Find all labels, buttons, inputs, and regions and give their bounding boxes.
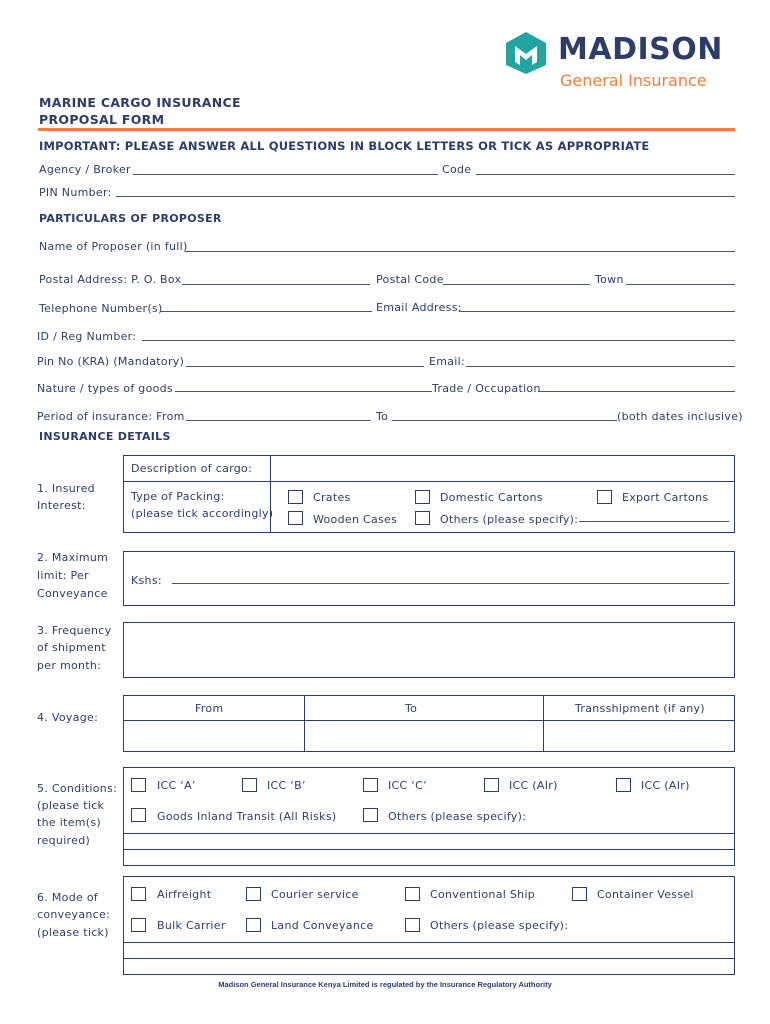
postal-address-label: Postal Address: P. O. Box: [39, 273, 182, 286]
q3-label-line3: per month:: [37, 659, 102, 672]
q2-label-line3: Conveyance: [37, 587, 108, 600]
code-field[interactable]: [476, 174, 735, 175]
icc-b-checkbox[interactable]: [242, 778, 257, 792]
export-cartons-checkbox[interactable]: [597, 490, 612, 504]
q5-label-line4: required): [37, 834, 91, 847]
courier-checkbox[interactable]: [246, 887, 261, 901]
crates-checkbox[interactable]: [288, 490, 303, 504]
land-conveyance-label: Land Conveyance: [271, 919, 374, 932]
both-dates-note: (both dates inclusive): [617, 410, 743, 423]
packing-label-line1: Type of Packing:: [131, 490, 225, 503]
courier-label: Courier service: [271, 888, 359, 901]
q3-label-line1: 3. Frequency: [37, 624, 112, 637]
voyage-from-header: From: [195, 702, 224, 715]
proposer-name-field[interactable]: [185, 251, 735, 252]
q2-box: [123, 551, 735, 606]
postal-code-field[interactable]: [443, 284, 590, 285]
voyage-transshipment-field[interactable]: [545, 722, 733, 750]
town-field[interactable]: [626, 284, 735, 285]
bulk-carrier-checkbox[interactable]: [131, 918, 146, 932]
pin-kra-field[interactable]: [186, 366, 424, 367]
trade-field[interactable]: [538, 391, 735, 392]
voyage-from-field[interactable]: [125, 722, 303, 750]
container-vessel-checkbox[interactable]: [572, 887, 587, 901]
important-note: IMPORTANT: PLEASE ANSWER ALL QUESTIONS IN BLOCK LETTERS OR TICK AS APPROPRIATE: [39, 139, 650, 153]
q6-label-line3: (please tick): [37, 926, 109, 939]
q4-label: 4. Voyage:: [37, 711, 99, 724]
email-address-label: Email Address:: [376, 301, 462, 314]
conveyance-others-field[interactable]: [125, 944, 733, 957]
q1-label-line2: Interest:: [37, 499, 86, 512]
icc-c-checkbox[interactable]: [363, 778, 378, 792]
agency-broker-field[interactable]: [133, 174, 438, 175]
q5-label-line2: (please tick: [37, 799, 105, 812]
kshs-field[interactable]: [172, 583, 729, 584]
frequency-field[interactable]: [123, 622, 735, 678]
q1-label-line1: 1. Insured: [37, 482, 95, 495]
packing-others-checkbox[interactable]: [415, 511, 430, 525]
voyage-transshipment-header: Transshipment (if any): [575, 702, 705, 715]
town-label: Town: [595, 273, 624, 286]
id-reg-field[interactable]: [142, 340, 735, 341]
proposer-name-label: Name of Proposer (in full): [39, 240, 188, 253]
icc-a-checkbox[interactable]: [131, 778, 146, 792]
email-field[interactable]: [466, 366, 735, 367]
icc-b-label: ICC ‘B’: [267, 779, 306, 792]
madison-logo-icon: [503, 30, 549, 76]
domestic-cartons-checkbox[interactable]: [415, 490, 430, 504]
postal-code-label: Postal Code: [376, 273, 444, 286]
inland-transit-checkbox[interactable]: [131, 808, 146, 822]
q5-label-line3: the item(s): [37, 816, 102, 829]
pin-number-field[interactable]: [116, 196, 735, 197]
wooden-cases-label: Wooden Cases: [313, 513, 398, 526]
agency-broker-label: Agency / Broker: [39, 163, 131, 176]
icc-air-label-1: ICC (AIr): [509, 779, 558, 792]
conventional-ship-checkbox[interactable]: [405, 887, 420, 901]
company-logo: [503, 30, 733, 92]
packing-others-field[interactable]: [579, 521, 729, 522]
q6-label-line2: conveyance:: [37, 908, 111, 921]
form-title-line2: PROPOSAL FORM: [39, 112, 165, 127]
bulk-carrier-label: Bulk Carrier: [157, 919, 226, 932]
email-label: Email:: [429, 355, 466, 368]
export-cartons-label: Export Cartons: [622, 491, 709, 504]
icc-air-checkbox-2[interactable]: [616, 778, 631, 792]
insurance-heading: INSURANCE DETAILS: [39, 430, 171, 443]
packing-others-label: Others (please specify):: [440, 513, 579, 526]
code-label: Code: [442, 163, 472, 176]
logo-tagline: General Insurance: [560, 71, 707, 90]
packing-label-line2: (please tick accordingly): [131, 507, 274, 520]
wooden-cases-checkbox[interactable]: [288, 511, 303, 525]
conveyance-others-label: Others (please specify):: [430, 919, 569, 932]
airfreight-label: Airfreight: [157, 888, 212, 901]
crates-label: Crates: [313, 491, 351, 504]
logo-name: MADISON: [558, 32, 723, 67]
icc-a-label: ICC ‘A’: [157, 779, 196, 792]
description-cargo-label: Description of cargo:: [131, 462, 253, 475]
footer-regulation-note: Madison General Insurance Kenya Limited is regulated by the Insurance Regulatory Authority: [218, 980, 552, 989]
conditions-others-label: Others (please specify):: [388, 810, 527, 823]
period-from-label: Period of insurance: From: [37, 410, 185, 423]
telephone-label: Telephone Number(s): [39, 302, 163, 315]
q6-label-line1: 6. Mode of: [37, 891, 99, 904]
q3-label-line2: of shipment: [37, 641, 106, 654]
form-title-line1: MARINE CARGO INSURANCE: [39, 95, 241, 110]
period-to-label: To: [376, 410, 389, 423]
icc-air-label-2: ICC (AIr): [641, 779, 690, 792]
kshs-label: Kshs:: [131, 574, 162, 587]
q2-label-line2: limit: Per: [37, 569, 89, 582]
title-divider: [38, 128, 735, 131]
voyage-to-header: To: [405, 702, 418, 715]
pin-number-label: PIN Number:: [39, 186, 112, 199]
conditions-others-field[interactable]: [125, 835, 733, 848]
trade-label: Trade / Occupation: [432, 382, 541, 395]
period-to-field[interactable]: [392, 420, 617, 421]
container-vessel-label: Container Vessel: [597, 888, 694, 901]
inland-transit-label: Goods Inland Transit (All Risks): [157, 810, 337, 823]
airfreight-checkbox[interactable]: [131, 887, 146, 901]
q5-label-line1: 5. Conditions:: [37, 782, 118, 795]
nature-goods-field[interactable]: [175, 391, 432, 392]
email-address-field[interactable]: [459, 311, 735, 312]
land-conveyance-checkbox[interactable]: [246, 918, 261, 932]
pin-kra-label: Pin No (KRA) (Mandatory): [37, 355, 185, 368]
q2-label-line1: 2. Maximum: [37, 551, 109, 564]
conventional-ship-label: Conventional Ship: [430, 888, 536, 901]
postal-address-field[interactable]: [182, 284, 370, 285]
icc-air-checkbox-1[interactable]: [484, 778, 499, 792]
id-reg-label: ID / Reg Number:: [37, 330, 137, 343]
domestic-cartons-label: Domestic Cartons: [440, 491, 543, 504]
conveyance-others-checkbox[interactable]: [405, 918, 420, 932]
description-cargo-field[interactable]: [272, 457, 733, 480]
voyage-to-field[interactable]: [306, 722, 542, 750]
conditions-others-checkbox[interactable]: [363, 808, 378, 822]
telephone-field[interactable]: [160, 311, 372, 312]
proposer-heading: PARTICULARS OF PROPOSER: [39, 212, 222, 225]
nature-goods-label: Nature / types of goods: [37, 382, 173, 395]
icc-c-label: ICC ‘C’: [388, 779, 427, 792]
period-from-field[interactable]: [186, 420, 371, 421]
